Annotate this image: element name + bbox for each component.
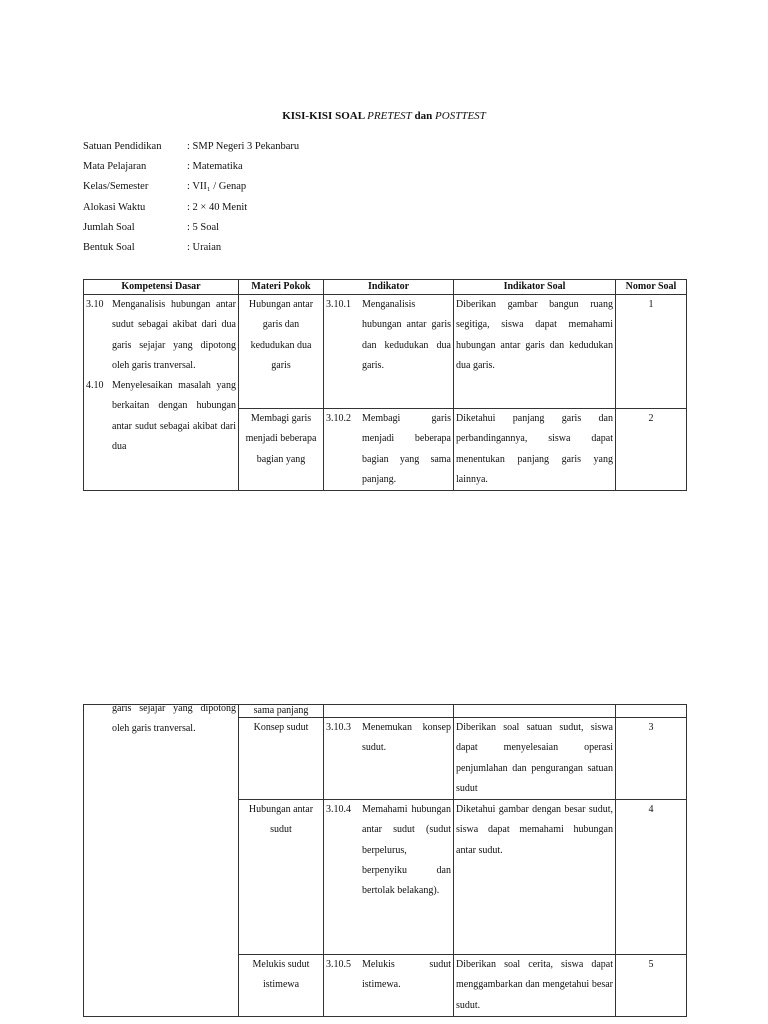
kd-item bbox=[86, 295, 236, 376]
meta-label: Kelas/Semester bbox=[83, 181, 149, 193]
meta-value: : VII₁ / Genap bbox=[187, 181, 247, 193]
indikator-text: Memahami hubungan antar sudut (sudut berpelurus, berpenyiku dan bertolak belakang). bbox=[362, 804, 451, 897]
indikator-text: Menganalisis hubungan antar garis dan kedudukan dua garis. bbox=[362, 299, 451, 371]
header-indikator: Indikator bbox=[324, 280, 454, 295]
meta-row bbox=[83, 136, 299, 156]
indikator-soal-cell: Diketahui gambar dengan besar sudut, siswa dapat memahami hubungan antar sudut. bbox=[454, 800, 616, 955]
header-kompetensi-dasar: Kompetensi Dasar bbox=[84, 280, 239, 295]
indikator-soal-cell: Diberikan soal cerita, siswa dapat menggambarkan dan mengetahui besar sudut. bbox=[454, 955, 616, 1017]
title-posttest: POSTTEST bbox=[435, 110, 486, 122]
kisi-kisi-table-part1 bbox=[83, 279, 687, 491]
indikator-cell bbox=[324, 705, 454, 718]
meta-label: Bentuk Soal bbox=[83, 242, 135, 254]
indikator-number: 3.10.4 bbox=[326, 804, 351, 816]
header-indikator-soal: Indikator Soal bbox=[454, 280, 616, 295]
title-pretest: PRETEST bbox=[367, 110, 412, 122]
meta-label: Satuan Pendidikan bbox=[83, 140, 162, 152]
kompetensi-dasar-cell bbox=[84, 295, 239, 491]
meta-value: : Matematika bbox=[187, 160, 243, 172]
kisi-kisi-table-part2 bbox=[83, 704, 687, 1017]
materi-pokok-cell: Konsep sudut bbox=[239, 718, 324, 800]
indikator-soal-cell bbox=[454, 705, 616, 718]
meta-row bbox=[83, 197, 299, 217]
table-header-row bbox=[84, 280, 687, 295]
indikator-number: 3.10.1 bbox=[326, 299, 351, 310]
header-materi-pokok: Materi Pokok bbox=[239, 280, 324, 295]
materi-pokok-cell: Membagi garis menjadi beberapa bagian yang bbox=[239, 409, 324, 491]
indikator-soal-cell: Diberikan gambar bangun ruang segitiga, siswa dapat memahami hubungan antar garis dan kedudukan dua garis. bbox=[454, 295, 616, 409]
materi-pokok-cell: sama panjang bbox=[239, 705, 324, 718]
kd-text: Menganalisis hubungan antar sudut sebagai akibat dari dua garis sejajar yang dipotong oleh garis tranversal. bbox=[112, 299, 236, 371]
meta-value: : 2 × 40 Menit bbox=[187, 201, 248, 213]
indikator-soal-cell: Diberikan soal satuan sudut, siswa dapat menyelesaian operasi penjumlahan dan pengurangan satuan sudut bbox=[454, 718, 616, 800]
indikator-soal-cell: Diketahui panjang garis dan perbandingannya, siswa dapat menentukan panjang garis yang lainnya. bbox=[454, 409, 616, 491]
kd-item bbox=[86, 699, 236, 740]
meta-row bbox=[83, 156, 299, 176]
document-meta bbox=[83, 136, 299, 258]
meta-label: Alokasi Waktu bbox=[83, 201, 146, 213]
meta-row bbox=[83, 217, 299, 237]
indikator-cell bbox=[324, 718, 454, 800]
materi-pokok-cell: Melukis sudut istimewa bbox=[239, 955, 324, 1017]
materi-pokok-cell: Hubungan antar sudut bbox=[239, 800, 324, 955]
indikator-cell bbox=[324, 800, 454, 955]
indikator-number: 3.10.5 bbox=[326, 959, 351, 971]
indikator-cell bbox=[324, 295, 454, 409]
meta-value: : 5 Soal bbox=[187, 221, 220, 233]
title-prefix: KISI-KISI SOAL bbox=[282, 110, 368, 122]
nomor-soal-cell: 1 bbox=[616, 295, 687, 409]
kompetensi-dasar-cell bbox=[84, 705, 239, 1017]
header-nomor-soal: Nomor Soal bbox=[616, 280, 687, 295]
nomor-soal-cell bbox=[616, 705, 687, 718]
kd-text: Menyelesaikan masalah yang berkaitan dengan hubungan antar sudut sebagai akibat dari dua bbox=[112, 380, 236, 453]
title-dan: dan bbox=[411, 110, 436, 122]
kd-item bbox=[86, 376, 236, 457]
indikator-text: Menemukan konsep sudut. bbox=[362, 722, 451, 754]
indikator-cell bbox=[324, 409, 454, 491]
indikator-number: 3.10.3 bbox=[326, 722, 351, 733]
nomor-soal-cell: 5 bbox=[616, 955, 687, 1017]
kd-text-continued: garis sejajar yang dipotong oleh garis tranversal. bbox=[112, 703, 236, 735]
indikator-text: Membagi garis menjadi beberapa bagian yang sama panjang. bbox=[362, 413, 451, 485]
meta-row bbox=[83, 177, 299, 197]
nomor-soal-cell: 4 bbox=[616, 800, 687, 955]
meta-label: Jumlah Soal bbox=[83, 221, 135, 233]
materi-pokok-cell: Hubungan antar garis dan kedudukan dua garis bbox=[239, 295, 324, 409]
nomor-soal-cell: 2 bbox=[616, 409, 687, 491]
kd-number: 3.10 bbox=[86, 299, 104, 310]
indikator-cell bbox=[324, 955, 454, 1017]
indikator-number: 3.10.2 bbox=[326, 413, 351, 424]
document-title bbox=[0, 110, 768, 122]
table-row bbox=[84, 705, 687, 718]
meta-row bbox=[83, 237, 299, 257]
meta-value: : Uraian bbox=[187, 242, 222, 254]
meta-label: Mata Pelajaran bbox=[83, 160, 147, 172]
kd-number: 4.10 bbox=[86, 380, 104, 392]
nomor-soal-cell: 3 bbox=[616, 718, 687, 800]
meta-value: : SMP Negeri 3 Pekanbaru bbox=[187, 140, 300, 152]
indikator-text: Melukis sudut istimewa. bbox=[362, 959, 451, 991]
table-row bbox=[84, 295, 687, 409]
